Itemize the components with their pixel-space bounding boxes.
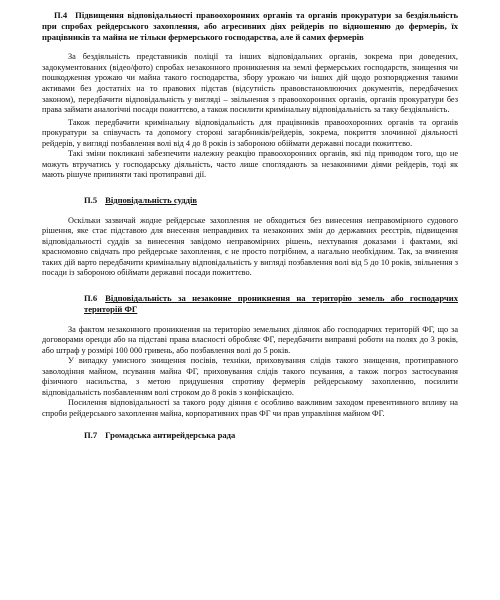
section-4-paragraph-2: Також передбачити кримінальну відповідальність для працівників правоохоронних органів та органів прокуратури за співучасть та допомогу стороні загарбників/рейдерів, зокрема, покриття злочинної діяльності рейдерів, у вигляді позбавлення волі від 4 до 8 років із забороною обіймати державні посади пожиттєво. [42,117,458,148]
section-6-paragraph-1: За фактом незаконного проникнення на територію земельних ділянок або господарчих територій ФГ, що за договорами оренди або на підставі права власності обробляє ФГ, передбачити виправні роботи на полях до 3 років, або штраф у розмірі 100 000 гривень, або позбавлення волі до 5 років. [42,324,458,355]
section-7-heading [84,430,458,441]
section-5-title: Відповідальність суддів [105,194,198,205]
section-6-heading [84,293,458,315]
section-5-heading [84,195,458,206]
section-6-title: Відповідальність за незаконне проникнення на територію земель або господарчих територій ФГ [84,293,458,314]
section-6-paragraph-3: Посилення відповідальності за такого роду діяння є особливо важливим заходом превентивного впливу на спроби рейдерського захоплення майна, корпоративних прав ФГ чи прав управління майном ФГ. [42,398,458,418]
section-4-paragraph-1: За бездіяльність представників поліції та інших відповідальних органів, зокрема при доведених, задокументованих (відео/фото) спробах незаконного проникнення на землі фермерських господарств, знищення чи пошкодження урожаю чи майна такого господарства, збору урожаю чи інших дій щодо розпорядження такими активами без достатніх на то правових підстав (відсутність правовстановлюючих документів, передбачених законом), передбачити відповідальність у вигляді – звільнення з правоохоронних органів, органів прокуратури без права займати аналогічні посади пожиттєво, а також посилити кримінальну відповідальність за таку бездіяльність. [42,52,458,115]
section-4-heading [42,10,458,42]
section-7-number: П.7 [84,429,98,440]
section-6-number: П.6 [84,293,98,304]
section-4-number: П.4 [54,10,68,20]
section-5-paragraph-1: Оскільки зазвичай жодне рейдерське захоплення не обходиться без винесення неправомірного судового рішення, яке стає підставою для внесення неправдивих та незаконних змін до державних реєстрів, підвищення відповідальності суддів за винесення завідомо неправомірних рішень, нехтування доказами і фактами, які красномовно свідчать про рейдерське захоплення, є не просто потрібним, а нагально необхідним. Так, за вчинення таких дій варто передбачити кримінальну відповідальність у вигляді позбавлення волі від 5 до 10 років, звільнення з посади із забороною обіймати державні посади пожиттєво. [42,215,458,278]
section-4-paragraph-3: Такі зміни покликані забезпечити належну реакцію правоохоронних органів, які під приводом того, що не можуть втручатись у господарську діяльність, часто лише споглядають за незаконними діями рейдерів, тоді як мають рішуче припиняти такі протиправні дії. [42,149,458,180]
section-4-title: Підвищення відповідальності правоохоронних органів та органів прокуратури за бездіяльність при спробах рейдерського захоплення, або агресивних діях рейдерів по відношенню до фермерів, їх працівників та майна не тільки фермерського господарства, але й самих фермерів [42,10,458,42]
section-7-title: Громадська антирейдерська рада [105,429,236,440]
section-5-number: П.5 [84,194,98,205]
section-6-paragraph-2: У випадку умисного знищення посівів, техніки, приховування слідів такого знищення, протиправного заволодіння майном, псування майна ФГ, приховування слідів такого псування, а також погроз застосування фізичного насильства, з метою придушення спротиву фермерів рейдерському захопленню, посилити відповідальність позбавленням волі строком до 8 років з конфіскацією. [42,356,458,397]
